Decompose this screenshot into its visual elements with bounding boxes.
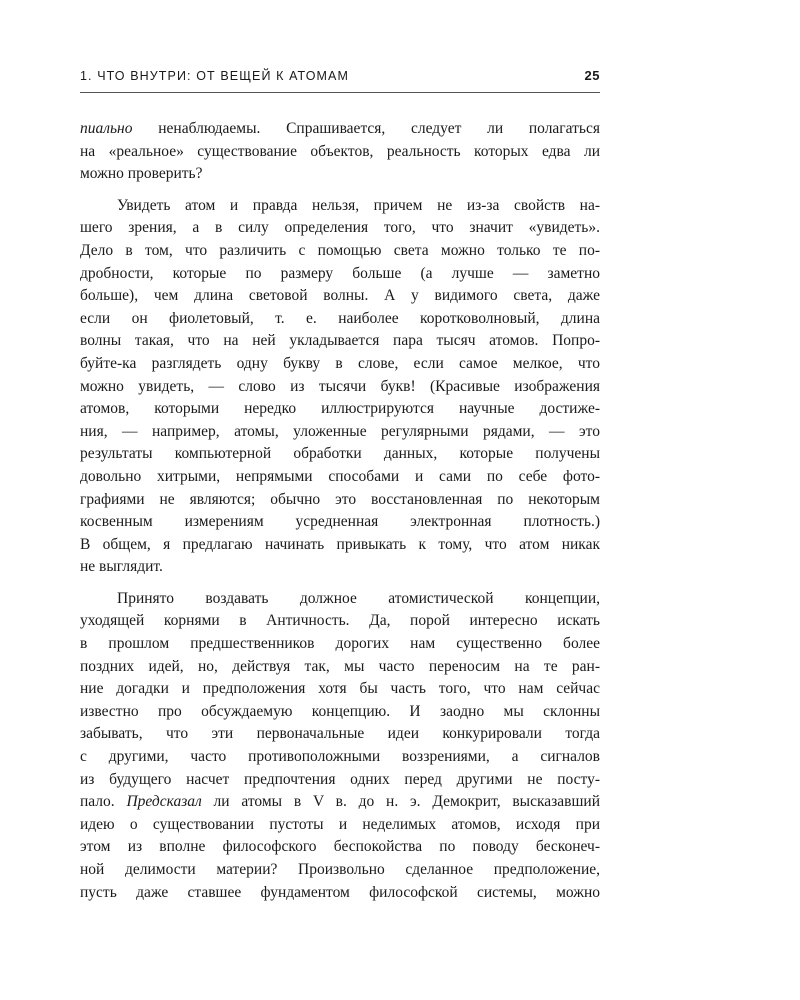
text-segment: пусть даже ставшее фундаментом философской системы, можно	[80, 883, 600, 901]
paragraph	[80, 195, 600, 579]
text-line	[80, 443, 600, 466]
text-line	[80, 769, 600, 792]
text-line	[80, 217, 600, 240]
text-line	[80, 633, 600, 656]
text-line	[80, 746, 600, 769]
text-segment: шего зрения, а в силу определения того, что значит «увидеть».	[80, 219, 600, 237]
text-line	[80, 723, 600, 746]
text-line	[80, 656, 600, 679]
text-segment: Дело в том, что различить с помощью света можно только те по-	[80, 241, 600, 259]
text-segment: если он фиолетовый, т. е. наиболее коротковолновый, длина	[80, 309, 600, 327]
text-segment: дробности, которые по размеру больше (а лучше — заметно	[80, 264, 600, 282]
text-segment: довольно хитрыми, непрямыми способами и сами по себе фото-	[80, 467, 600, 485]
text-segment: забывать, что эти первоначальные идеи конкурировали тогда	[80, 725, 600, 743]
text-segment: графиями не являются; обычно это восстановленная по некоторым	[80, 490, 600, 508]
body-text	[80, 118, 600, 904]
text-segment: этом из вполне философского беспокойства по поводу бесконеч-	[80, 838, 600, 856]
text-segment: поздних идей, но, действуя так, мы часто переносим на те ран-	[80, 657, 600, 675]
text-line	[80, 195, 600, 218]
text-line	[80, 285, 600, 308]
running-header	[80, 68, 600, 93]
text-segment: идею о существовании пустоты и неделимых атомов, исходя при	[80, 815, 600, 833]
text-line	[80, 489, 600, 512]
text-segment: не выглядит.	[80, 558, 163, 576]
text-segment: ли атомы в V в. до н. э. Демокрит, высказавший	[201, 793, 600, 811]
text-segment: Увидеть атом и правда нельзя, причем не из-за свойств на-	[117, 196, 600, 214]
text-segment: результаты компьютерной обработки данных, которые получены	[80, 445, 600, 463]
text-line	[80, 141, 600, 164]
text-segment: ния, — например, атомы, уложенные регулярными рядами, — это	[80, 422, 600, 440]
text-segment: на «реальное» существование объектов, реальность которых едва ли	[80, 142, 600, 160]
chapter-title: 1. ЧТО ВНУТРИ: ОТ ВЕЩЕЙ К АТОМАМ	[80, 69, 350, 83]
text-segment: Принято воздавать должное атомистической концепции,	[117, 589, 600, 607]
text-line	[80, 791, 600, 814]
text-line	[80, 263, 600, 286]
text-line	[80, 511, 600, 534]
text-segment: пало.	[80, 793, 127, 811]
text-segment: больше), чем длина световой волны. А у видимого света, даже	[80, 287, 600, 305]
text-line	[80, 240, 600, 263]
text-line	[80, 836, 600, 859]
text-line	[80, 882, 600, 905]
text-line	[80, 398, 600, 421]
text-segment: ние догадки и предположения хотя бы часть того, что нам сейчас	[80, 680, 600, 698]
paragraph	[80, 118, 600, 186]
text-line	[80, 588, 600, 611]
text-segment: уходящей корнями в Античность. Да, порой интересно искать	[80, 612, 600, 630]
book-page	[80, 68, 600, 913]
text-line	[80, 118, 600, 141]
text-segment: ненаблюдаемы. Спрашивается, следует ли полагаться	[132, 120, 600, 137]
text-segment: можно проверить?	[80, 165, 203, 183]
text-line	[80, 466, 600, 489]
text-segment: волны такая, что на ней укладывается пара тысяч атомов. Попро-	[80, 332, 600, 350]
text-line	[80, 859, 600, 882]
text-line	[80, 353, 600, 376]
text-line	[80, 701, 600, 724]
text-line	[80, 534, 600, 557]
text-line	[80, 556, 600, 579]
text-line	[80, 330, 600, 353]
text-segment: атомов, которыми нередко иллюстрируются научные достиже-	[80, 400, 600, 418]
page-number: 25	[584, 68, 600, 83]
italic-text: пиально	[80, 120, 133, 137]
text-segment: косвенным измерениям усредненная электронная плотность.)	[80, 513, 600, 531]
paragraph	[80, 588, 600, 904]
text-segment: ной делимости материи? Произвольно сделанное предположение,	[80, 861, 600, 878]
text-segment: из будущего насчет предпочтения одних перед другими не посту-	[80, 770, 600, 788]
text-segment: В общем, я предлагаю начинать привыкать к тому, что атом никак	[80, 535, 600, 553]
text-line	[80, 421, 600, 444]
text-line	[80, 376, 600, 399]
italic-text: Предсказал	[126, 793, 202, 811]
text-segment: можно увидеть, — слово из тысячи букв! (Красивые изображения	[80, 377, 600, 395]
text-segment: с другими, часто противоположными воззрениями, а сигналов	[80, 748, 600, 766]
text-line	[80, 308, 600, 331]
text-line	[80, 814, 600, 837]
text-line	[80, 678, 600, 701]
text-line	[80, 610, 600, 633]
text-segment: известно про обсуждаемую концепцию. И заодно мы склонны	[80, 702, 600, 720]
text-line	[80, 163, 600, 186]
text-segment: буйте-ка разглядеть одну букву в слове, если самое мелкое, что	[80, 354, 600, 372]
text-segment: в прошлом предшественников дорогих нам существенно более	[80, 635, 600, 653]
